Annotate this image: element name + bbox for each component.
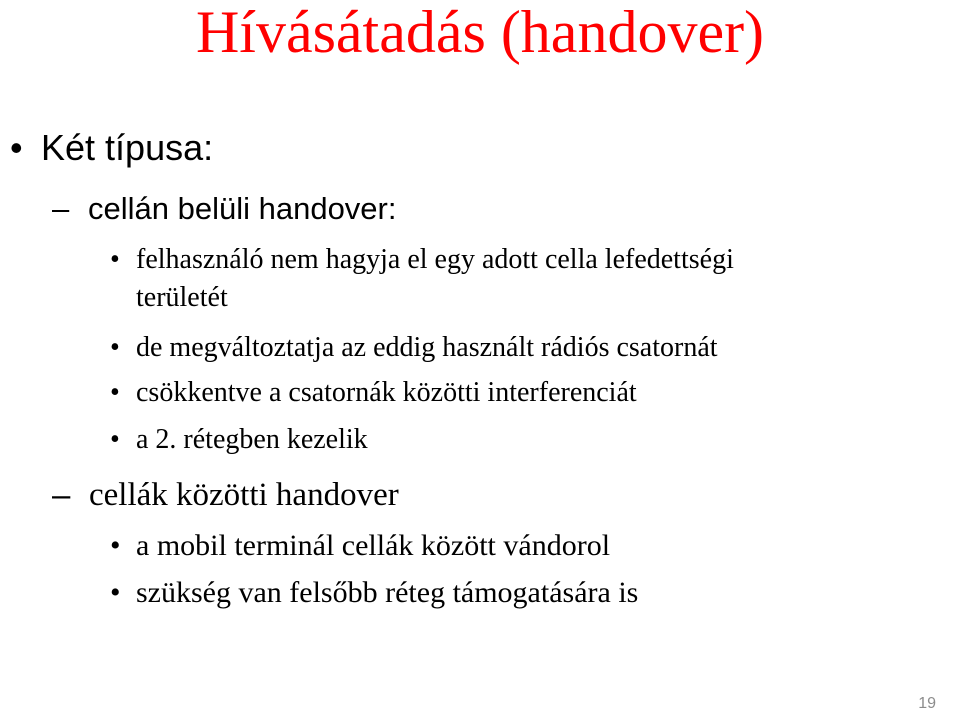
- list-item-continuation: [136, 280, 228, 316]
- list-item: [110, 422, 368, 458]
- list-item: [110, 574, 638, 612]
- bullet-icon: •: [10, 127, 23, 168]
- list-item: [110, 527, 610, 565]
- bullet-icon: •: [110, 332, 120, 363]
- list-item-text: területét: [136, 282, 228, 313]
- bullet-text: Két típusa:: [41, 127, 214, 168]
- dash-icon: –: [52, 191, 70, 226]
- list-item-text: csökkentve a csatornák közötti interferenciát: [136, 377, 637, 408]
- dash-icon: –: [52, 476, 71, 513]
- section-heading-inter-cell: [52, 475, 399, 515]
- slide-title: Hívásátadás (handover): [195, 0, 765, 65]
- bullet-icon: •: [110, 377, 120, 408]
- list-item-text: felhasználó nem hagyja el egy adott cella lefedettségi: [136, 244, 734, 275]
- page-number: 19: [918, 695, 936, 712]
- bullet-icon: •: [110, 244, 120, 275]
- bullet-icon: •: [110, 576, 121, 609]
- bullet-icon: •: [110, 424, 120, 455]
- section-heading-text: cellák közötti handover: [89, 477, 399, 513]
- list-item-text: szükség van felsőbb réteg támogatására is: [136, 576, 639, 609]
- list-item-text: a mobil terminál cellák között vándorol: [136, 529, 611, 562]
- section-heading-intra-cell: [52, 190, 397, 228]
- bullet-item-types: [10, 126, 213, 170]
- bullet-icon: •: [110, 529, 121, 562]
- list-item: [110, 242, 734, 278]
- list-item: [110, 330, 718, 366]
- section-heading-text: cellán belüli handover:: [88, 191, 397, 226]
- list-item: [110, 375, 637, 411]
- list-item-text: de megváltoztatja az eddig használt rádiós csatornát: [136, 332, 718, 363]
- list-item-text: a 2. rétegben kezelik: [136, 424, 368, 455]
